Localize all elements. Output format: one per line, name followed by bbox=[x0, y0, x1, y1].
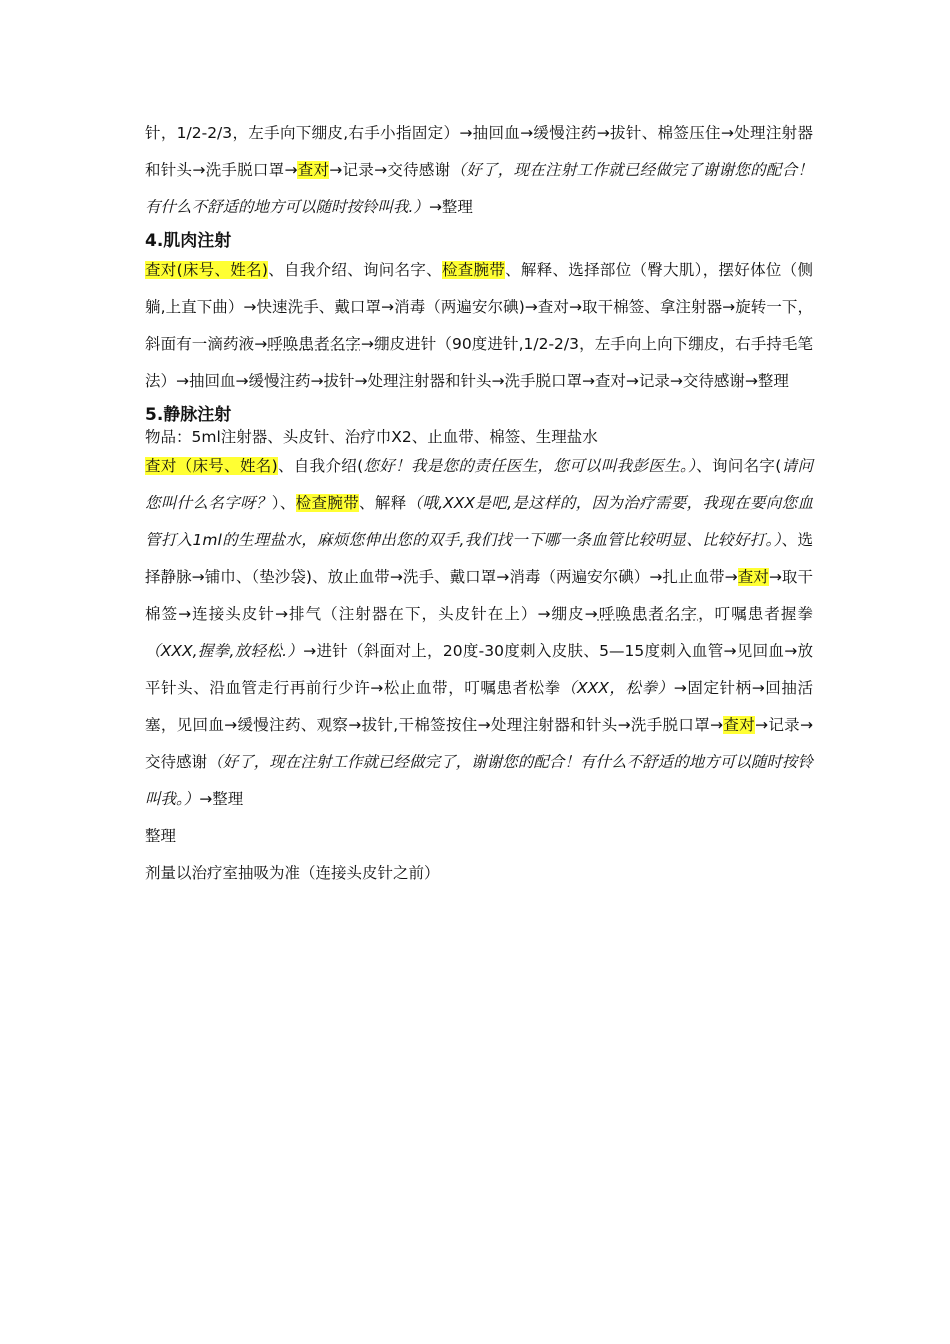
text-run: →绷皮进针（90度进针,1/2-2/3，左手向上向下绷皮，右手持毛笔法）→抽回血→缓慢注药→拔针→处理注射器和针头→洗手脱口罩→查对→记录→交待感谢→整理 bbox=[145, 335, 813, 390]
underlined-text: 呼唤患者名字 bbox=[597, 605, 699, 623]
document-body bbox=[145, 115, 813, 892]
text-run: 针，1/2-2/3，左手向下绷皮,右手小指固定）→抽回血→缓慢注药→拔针、棉签压住→处理注射器和针头→洗手脱口罩→ bbox=[145, 124, 813, 179]
text-run: →整理 bbox=[428, 198, 473, 216]
text-run: 、解释、选择部位（臀大肌），摆好体位（侧躺,上直下曲）→快速洗手、戴口罩→消毒（两遍安尔碘)→查对→取干棉签、拿注射器→旋转一下，斜面有一滴药液→ bbox=[145, 261, 813, 353]
section-5-note: 剂量以治疗室抽吸为准（连接头皮针之前） bbox=[145, 864, 440, 882]
section-4-paragraph bbox=[145, 252, 813, 400]
highlighted-text: 检查腕带 bbox=[295, 494, 360, 512]
text-run: →固定针柄→回抽活塞，见回血→缓慢注药、观察→拔针,干棉签按住→处理注射器和针头→洗手脱口罩→ bbox=[145, 679, 813, 734]
highlighted-text: 查对 bbox=[737, 568, 769, 586]
underlined-text: 呼唤患者名字 bbox=[267, 335, 361, 353]
italic-dialogue: （XXX，松拳） bbox=[560, 679, 674, 697]
text-run: →记录→交待感谢 bbox=[145, 716, 813, 771]
section-5-paragraph bbox=[145, 448, 813, 818]
text-run: 、自我介绍( bbox=[277, 457, 364, 475]
text-run: 、询问名字( bbox=[696, 457, 782, 475]
text-run: 、自我介绍、询问名字、 bbox=[267, 261, 442, 279]
section-5-trailing-line: 整理 bbox=[145, 827, 177, 845]
highlighted-text: 查对 bbox=[297, 161, 330, 179]
text-run: →记录→交待感谢 bbox=[329, 161, 451, 179]
text-run: 、选择静脉→铺巾、（垫沙袋)、放止血带→洗手、戴口罩→消毒（两遍安尔碘）→扎止血带→ bbox=[145, 531, 813, 586]
text-run: ，叮嘱患者握拳 bbox=[698, 605, 813, 623]
highlighted-text: 查对（床号、姓名) bbox=[145, 457, 278, 475]
text-run: ）、 bbox=[271, 494, 296, 512]
section-5-items-line: 物品：5ml注射器、头皮针、治疗巾X2、止血带、棉签、生理盐水 bbox=[145, 428, 598, 446]
italic-dialogue: （XXX,握拳,放轻松.） bbox=[145, 642, 304, 660]
text-run: →进针（斜面对上，20度-30度刺入皮肤、5—15度刺入血管→见回血→放平针头、沿血管走行再前行少许→松止血带，叮嘱患者松拳 bbox=[145, 642, 813, 697]
highlighted-text: 检查腕带 bbox=[441, 261, 506, 279]
text-run: →整理 bbox=[199, 790, 244, 808]
highlighted-text: 查对(床号、姓名) bbox=[145, 261, 268, 279]
italic-dialogue: （好了，现在注射工作就已经做完了，谢谢您的配合！有什么不舒适的地方可以随时按铃叫我。） bbox=[145, 753, 813, 808]
italic-dialogue: 请问您叫什么名字呀？ bbox=[145, 457, 813, 512]
text-run: 、解释 bbox=[359, 494, 407, 512]
section-5-heading: 5.静脉注射 bbox=[145, 405, 232, 425]
text-run: →取干棉签→连接头皮针→排气（注射器在下，头皮针在上）→绷皮→ bbox=[145, 568, 813, 623]
italic-dialogue: （哦,XXX是吧,是这样的，因为治疗需要，我现在要向您血管打入1ml的生理盐水，麻烦您伸出您的双手,我们找一下哪一条血管比较明显、比较好打。） bbox=[145, 494, 813, 549]
highlighted-text: 查对 bbox=[723, 716, 756, 734]
italic-dialogue: 您好！我是您的责任医生，您可以叫我彭医生。） bbox=[363, 457, 697, 475]
italic-dialogue: （好了，现在注射工作就已经做完了谢谢您的配合！有什么不舒适的地方可以随时按铃叫我.） bbox=[145, 161, 813, 216]
section-4-heading: 4.肌肉注射 bbox=[145, 231, 232, 251]
intro-paragraph bbox=[145, 115, 813, 226]
